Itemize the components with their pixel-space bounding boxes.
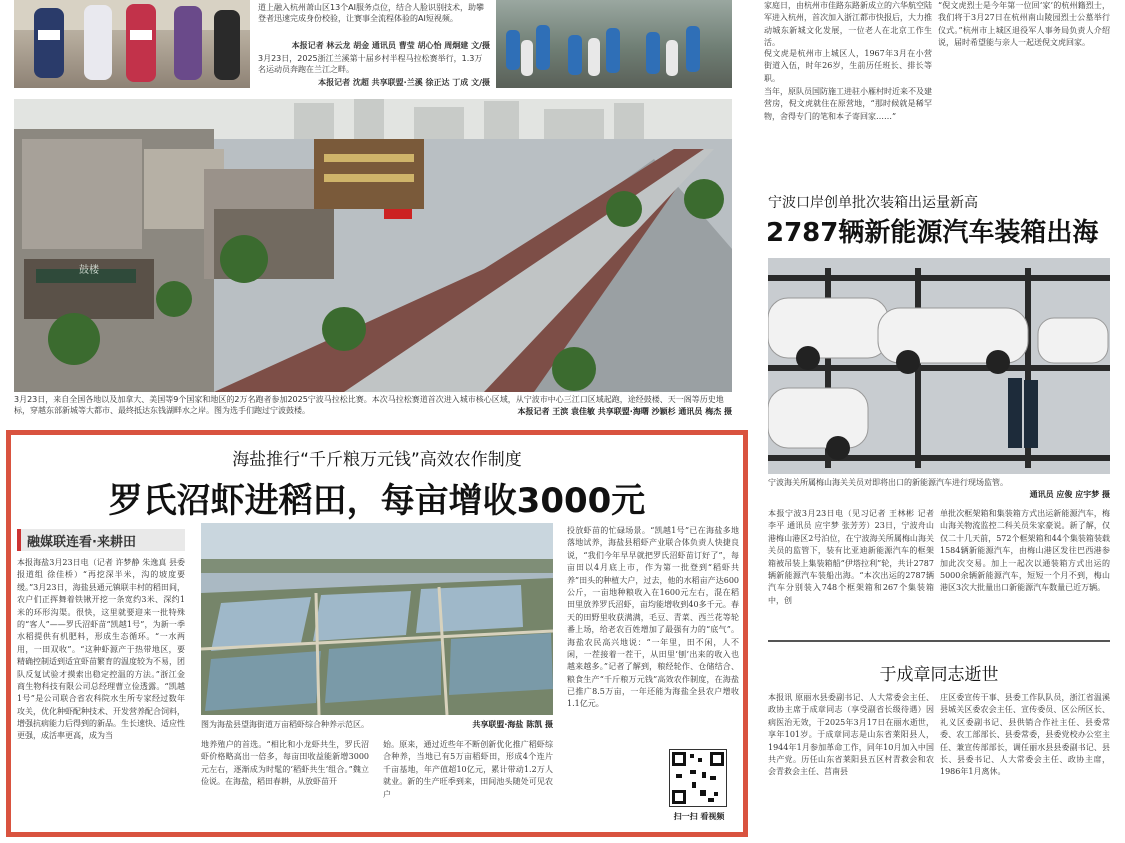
marathon-paragraph: 道上融入杭州萧山区13个AI服务点位，结合人脸识别技术，助攀登者迅速完成身份校验，让赛事全流程体验的AI短视频。 [258, 3, 485, 24]
right-paragraph-3: 当年，原队员国防施工进驻小雁村时近来不及建营房，倪文虎就住在原营地，“那时候就是稀罕物，舍得专门的笔和本子寄回家……” [764, 87, 932, 121]
obituary-body-left: 本报讯 原丽水县委副书记、人大常委会主任、政协主席于成章同志（享受副省长级待遇）因病医治无效，于2025年3月17日在丽水逝世，享年101岁。于成章同志是山东省莱阳县人，1944年1月参加革命工作，同年10月加入中国共产党。历任山东省莱阳县五区村青救会和农会青救会主任、莒南县 [768, 693, 934, 777]
ningbo-photo-caption: 宁波海关所属梅山海关关员对即将出口的新能源汽车进行现场监管。 [768, 478, 1008, 487]
ningbo-body-right: 单批次框架箱和集装箱方式出运新能源汽车，梅山海关物流监控二科关员朱家豪说。新了解，仅仅二十几天前，572个框架箱和44个集装箱装载1584辆新能源汽车，由梅山港区发往巴西港参加此次交易。加上一起次以通装箱方式出运的5000余辆新能源汽车，短短一个月不到，梅山港区3次大批量出口新能源汽车数量已近万辆。 [940, 509, 1110, 593]
shrimp-col2: 地养殖户的首选。“相比和小龙虾共生，罗氏沼虾价格略高出一倍多，每亩田收益能新增3000元左右，逐渐成为时髦的‘稻虾共生’组合。”魏立俭说。在海盐，稻田春耕，从放虾苗开 [201, 740, 369, 787]
marathon-byline-2: 本报记者 沈超 共享联盟·兰溪 徐正达 丁成 文/摄 [318, 78, 490, 87]
section-label-text: 融媒联连看·来耕田 [27, 535, 136, 550]
marathon-byline: 本报记者 林云龙 胡金 通讯员 曹莹 胡心怡 周炯建 文/摄 [291, 41, 490, 50]
big-photo-caption: 3月23日，来自全国各地以及加拿大、美国等9个国家和地区的2万名跑者参加2025宁波马拉松比赛。本次马拉松赛道首次进入城市核心区域，从宁波市中心三江口区域起跑，途经鼓楼、天一阁等历史地标，穿越东部新城等大都市、最终抵达东钱湖畔水之岸。图为选手们跑过宁波鼓楼。 [14, 395, 724, 416]
ningbo-kicker: 宁波口岸创单批次装箱出运量新高 [768, 195, 978, 211]
runners-illustration [14, 0, 250, 88]
qr-label: 扫一扫 看视频 [673, 812, 725, 821]
ningbo-body-left: 本报宁波3月23日电（见习记者 王林彬 记者 李平 通讯员 应宇梦 张芳芳）23日，宁波舟山港梅山港区2号泊位，在宁波海关所属梅山海关关员的监管下，装有比亚迪新能源汽车的框架箱被吊装上集装箱船“伊塔拉利”轮，共计2787辆新能源汽车装船出海。“本次出运的2787辆汽车分别装入748个框架箱和267个集装箱中，创 [768, 509, 934, 605]
shrimp-col3: 始。原来，通过近些年不断创新优化推广稻虾综合种养，当地已有5万亩稻虾田，形成4个连片千亩基地，年产值超10亿元，累计带动1.2万人就业。新的生产旺季到来，田间池头随处可见农户 [383, 740, 553, 799]
qr-code-icon [670, 750, 726, 806]
obituary-headline: 于成章同志逝世 [879, 665, 999, 685]
marathon-photo-right [496, 0, 732, 88]
ningbo-marathon-aerial-photo [14, 99, 732, 392]
shrimp-col4: 投放虾苗的忙碌场景。“凯越1号”已在海盐多地落地试养，海盐县稻虾产业联合体负责人快捷良说，“我们今年早早就把罗氏沼虾苗订好了”，每亩田以4月底上市，作为第一批登到“稻虾共养”田头的种植大户，过去，他的水稻亩产达600公斤，一亩地种粮收入在1600元左右，混在稻田里放养罗氏沼虾，亩均能增收到40多千元。春天的田野里收获满满，毛豆、青菜、西兰花等轮番上场，给老农百姓增加了最强有力的“底气”。海盐农民高兴地说：“一年里，田不闲，人不闲，一茬接着一茬干，从田里‘刨’出来的收入也越来越多。”记者了解到，粮经轮作、仓储结合、粮食生产“千斤粮万元钱”高效农作制度，在海盐已推广8.5万亩，一年还能为海盐全县农户增收1.1亿元。 [567, 526, 739, 709]
section-divider [768, 640, 1110, 642]
marathon-photo-left [14, 0, 250, 88]
shrimp-photo-caption: 图为海盐县望海街道万亩稻虾综合种养示范区。 [201, 720, 369, 729]
right-paragraph-2: 倪文虎是杭州市上城区人，1967年3月在小营街道入伍，时年26岁，生前历任班长、排长等职。 [764, 49, 932, 83]
shrimp-photo-credit: 共享联盟·海盐 陈凯 摄 [472, 720, 553, 729]
ningbo-photo-credit: 通讯员 应俊 应宇梦 摄 [1029, 490, 1110, 499]
car-rack-illustration [768, 258, 1110, 474]
rice-shrimp-field-photo [201, 523, 553, 715]
building-sign: 鼓楼 [79, 265, 99, 276]
aerial-fields-illustration [201, 523, 553, 715]
big-photo-credit: 本报记者 王滨 袁佳敏 共享联盟·海曙 沙颖杉 通讯员 梅杰 摄 [420, 406, 732, 418]
obituary-body-right: 庄区委宣传干事、县委工作队队员，浙江省温溪县城关区委农会主任、宣传委员、区公所区长、礼义区委副书记、县供销合作社主任、县委常委、农工部部长、县委常委，县委党校办公室主任、兼宣传部部长，调任丽水县县委副书记、县长、县委书记、人大常委会主任、政协主席，1986年1月离休。 [940, 693, 1110, 777]
crowd-runners-illustration [496, 0, 732, 88]
right-paragraph-4: “倪文虎烈士是今年第一位回‘家’的杭州籍烈士，我们将于3月27日在杭州南山陵园烈士公墓举行仪式。”杭州市上城区退役军人事务局负责人介绍说，届时希望能与亲人一起送倪文虎回家。 [938, 1, 1110, 48]
shrimp-headline: 罗氏沼虾进稻田，每亩增收3000元 [108, 481, 646, 521]
shrimp-col1: 本报海盐3月23日电（记者 许梦静 朱逸真 县委报道组 徐佳桥）“再挖深半米，沟的坡度要缓。”3月23日，海盐县通元镇联丰村的稻田间，农户们正挥舞着铁锹开挖一条宽约3米、深约1米的环形沟渠。很快，这里就要迎来一批特殊的“客人”——罗氏沼虾苗“凯越1号”，为新一季水稻提供有机肥料，形成生态循环。“一水两用，一田双收”。“这种虾源产于热带地区，要精确控制适到适宜虾苗繁育的温度较为不易，团队反复试验才摸索出稳定控温的方法。”浙江金商生物科技有限公司总经理曹立俭透露。“凯越1号”是公司联合省农科院水生所专家经过数年攻关，优化种虾配种技术、开发营养配合饲料，增强抗病能力后得到的新品。生长速快、适应性更强，成活率更高，成为当 [17, 558, 185, 741]
featured-article-box [6, 430, 748, 837]
nev-shipping-photo [768, 258, 1110, 474]
right-paragraph-1: 家庭日，由杭州市佳路东路新成立的六华航空陆军进入杭州，首次加入浙江都市快报后，大力推动城东新城文化发展，一位老人在北京工作生活。 [764, 1, 932, 48]
ningbo-headline: 2787辆新能源汽车装箱出海 [766, 218, 1099, 248]
shrimp-col4-tail [567, 745, 663, 825]
aerial-city-illustration [14, 99, 732, 392]
qr-code[interactable] [669, 749, 727, 807]
section-label [17, 529, 185, 551]
marathon-date-caption: 3月23日，2025浙江兰溪第十届乡村半程马拉松赛举行，1.3万名运动员奔跑在兰江之畔。 [258, 54, 483, 75]
shrimp-kicker: 海盐推行“千斤粮万元钱”高效农作制度 [232, 450, 522, 470]
